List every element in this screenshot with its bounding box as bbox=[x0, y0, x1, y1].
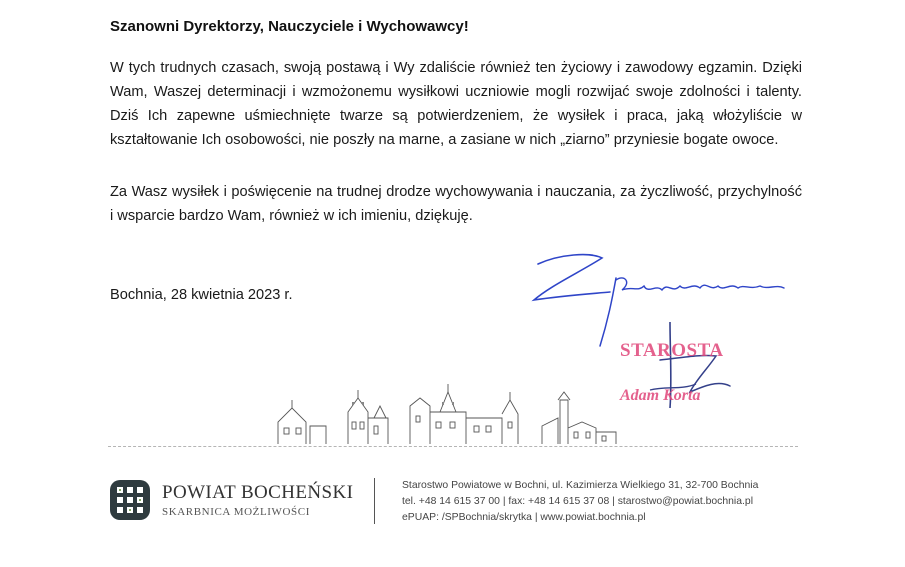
contact-address: Starostwo Powiatowe w Bochni, ul. Kazimierza Wielkiego 31, 32-700 Bochnia bbox=[402, 480, 759, 491]
footer-separator bbox=[374, 478, 375, 524]
stamp-name: Adam Korta bbox=[620, 387, 701, 404]
powiat-logo-icon bbox=[108, 478, 152, 522]
brand-tagline: SKARBNICA MOŻLIWOŚCI bbox=[162, 506, 310, 518]
letter-date: Bochnia, 28 kwietnia 2023 r. bbox=[110, 287, 293, 303]
contact-info bbox=[402, 478, 758, 526]
stamp-title: STAROSTA bbox=[620, 340, 724, 361]
town-skyline-illustration bbox=[270, 378, 630, 448]
letter-paragraph-2: Za Wasz wysiłek i poświęcenie na trudnej drodze wychowywania i nauczania, za życzliwość, przychylność i wsparcie bardzo Wam, również w ich imieniu, dziękuję. bbox=[110, 184, 802, 224]
letter-paragraph-1: W tych trudnych czasach, swoją postawą i Wy zdaliście również ten życiowy i zawodowy egzamin. Dzięki Wam, Waszej determinacji i wzmożonemu wysiłkowi uczniowie mogli rozwijać swoje zdolności i talenty. Dziś Ich zapewne uśmiechnięte twarze są potwierdzeniem, że wysiłek i praca, jaką włożyliście w kształtowanie Ich osobowości, nie poszły na marne, a zasiane w nich „ziarno” przyniesie bogate owoce. bbox=[110, 60, 802, 148]
brand-name: POWIAT BOCHEŃSKI bbox=[162, 482, 354, 503]
letter-greeting: Szanowni Dyrektorzy, Nauczyciele i Wychowawcy! bbox=[110, 18, 469, 35]
footer-divider bbox=[108, 446, 798, 447]
contact-epuap-website: ePUAP: /SPBochnia/skrytka | www.powiat.bochnia.pl bbox=[402, 512, 646, 523]
contact-phone-email: tel. +48 14 615 37 00 | fax: +48 14 615 37 08 | starostwo@powiat.bochnia.pl bbox=[402, 496, 753, 507]
